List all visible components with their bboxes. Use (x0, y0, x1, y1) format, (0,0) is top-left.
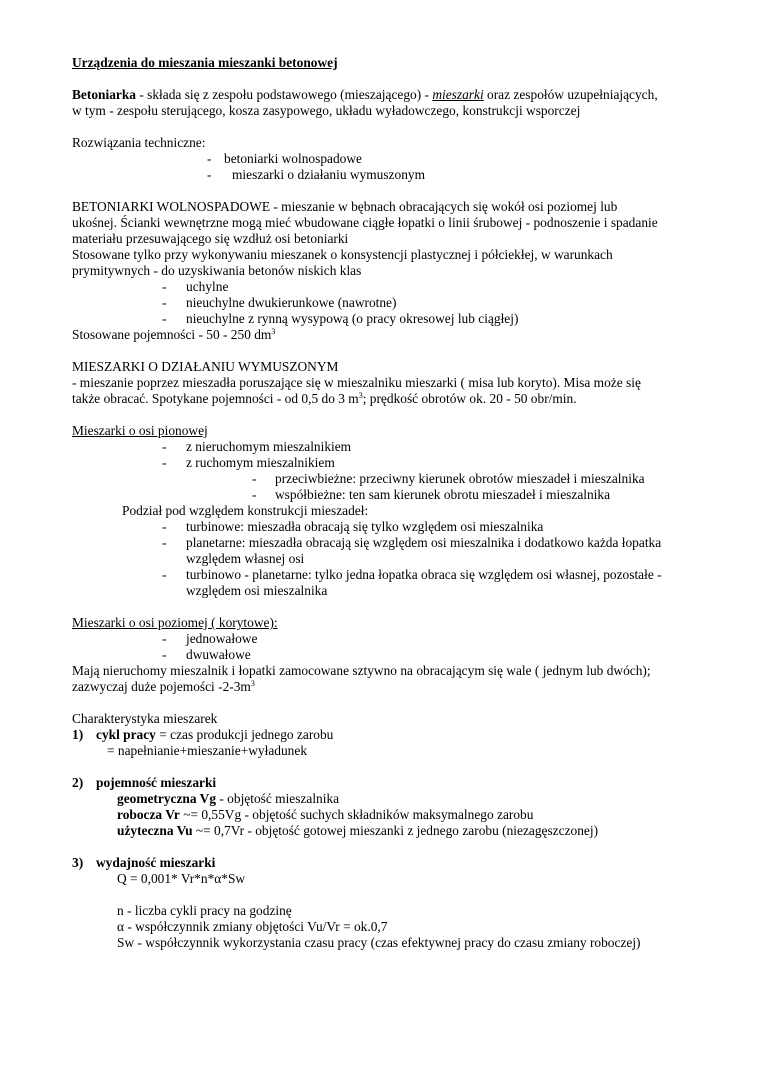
vertical-heading: Mieszarki o osi pionowej (72, 423, 208, 438)
working-text: ~= 0,55Vg - objętość suchych składników maksymalnego zarobu (179, 807, 534, 822)
vertical-dash-1: - (162, 439, 167, 454)
definition-sw: Sw - współczynnik wykorzystania czasu pracy (czas efektywnej pracy do czasu zmiany roboczej) (117, 935, 641, 950)
vertical-subdash-1: - (252, 471, 257, 486)
type-item-2: planetarne: mieszadła obracają się względem osi mieszalnika i dodatkowo każda łopatka (186, 535, 662, 550)
point-1-line-2: = napełnianie+mieszanie+wyładunek (107, 743, 308, 758)
geometric-line (117, 791, 339, 807)
point-2-number: 2) (72, 775, 84, 790)
horizontal-line-1: Mają nieruchomy mieszalnik i łopatki zamocowane sztywno na obracającym się wale ( jednym lub dwóch); (72, 663, 651, 678)
solutions-dash-1: - (207, 151, 212, 166)
betoniarka-term: Betoniarka (72, 87, 136, 102)
point-1-line (96, 727, 333, 743)
horizontal-heading: Mieszarki o osi poziomej ( korytowe): (72, 615, 278, 630)
working-line (117, 807, 533, 823)
efficiency-formula: Q = 0,001* Vr*n*α*Sw (117, 871, 246, 886)
solutions-item-1: betoniarki wolnospadowe (224, 151, 362, 166)
type-item-2-cont: względem własnej osi (186, 551, 305, 566)
useful-text: ~= 0,7Vr - objętość gotowej mieszanki z jednego zarobu (niezagęszczonej) (192, 823, 599, 838)
working-term: robocza Vr (117, 807, 180, 822)
geometric-text: - objętość mieszalnika (216, 791, 340, 806)
vertical-dash-2: - (162, 455, 167, 470)
free-fall-line-1: BETONIARKI WOLNOSPADOWE - mieszanie w bębnach obracających się wokół osi poziomej lub (72, 199, 618, 214)
solutions-dash-2: - (207, 167, 212, 182)
intro-text-a: - składa się z zespołu podstawowego (mieszającego) - (135, 87, 433, 102)
free-fall-dash-3: - (162, 311, 167, 326)
vertical-item-2: z ruchomym mieszalnikiem (186, 455, 335, 470)
cycle-term: cykl pracy (96, 727, 156, 742)
type-item-1: turbinowe: mieszadła obracają się tylko względem osi mieszalnika (186, 519, 544, 534)
forced-line-2a: także obracać. Spotykane pojemności - od 0,5 do 3 m (72, 391, 359, 406)
free-fall-line-4: Stosowane tylko przy wykonywaniu mieszanek o konsystencji plastycznej i półciekłej, w warunkach (72, 247, 613, 262)
cycle-text: = czas produkcji jednego zarobu (155, 727, 334, 742)
useful-term: użyteczna Vu (117, 823, 193, 838)
free-fall-item-2: nieuchylne dwukierunkowe (nawrotne) (186, 295, 397, 310)
free-fall-dash-2: - (162, 295, 167, 310)
forced-line-2b: ; prędkość obrotów ok. 20 - 50 obr/min. (362, 391, 577, 406)
vertical-subitem-1: przeciwbieżne: przeciwny kierunek obrotów mieszadeł i mieszalnika (275, 471, 645, 486)
horizontal-line-2-text: zazwyczaj duże pojemości -2-3m (72, 679, 251, 694)
capacity-text: Stosowane pojemności - 50 - 250 dm (72, 327, 272, 342)
solutions-item-2: mieszarki o działaniu wymuszonym (232, 167, 426, 182)
point-3-term: wydajność mieszarki (96, 855, 216, 870)
intro-line-2: w tym - zespołu sterującego, kosza zasypowego, układu wyładowczego, konstrukcji wsporczej (72, 103, 581, 118)
forced-heading: MIESZARKI O DZIAŁANIU WYMUSZONYM (72, 359, 339, 374)
point-2-term: pojemność mieszarki (96, 775, 217, 790)
point-1-number: 1) (72, 727, 84, 742)
intro-line-1 (72, 87, 658, 103)
horizontal-dash-1: - (162, 631, 167, 646)
vertical-subdash-2: - (252, 487, 257, 502)
forced-line-2 (72, 391, 577, 407)
vertical-item-1: z nieruchomym mieszalnikiem (186, 439, 352, 454)
characteristics-heading: Charakterystyka mieszarek (72, 711, 218, 726)
free-fall-item-1: uchylne (186, 279, 229, 294)
definition-n: n - liczba cykli pracy na godzinę (117, 903, 292, 918)
type-dash-3: - (162, 567, 167, 582)
mieszarki-link[interactable]: mieszarki (432, 87, 484, 102)
free-fall-dash-1: - (162, 279, 167, 294)
type-dash-1: - (162, 519, 167, 534)
horizontal-item-1: jednowałowe (186, 631, 258, 646)
geometric-term: geometryczna Vg (117, 791, 217, 806)
definition-alpha: α - współczynnik zmiany objętości Vu/Vr = ok.0,7 (117, 919, 388, 934)
free-fall-line-5: prymitywnych - do uzyskiwania betonów niskich klas (72, 263, 362, 278)
type-dash-2: - (162, 535, 167, 550)
free-fall-item-3: nieuchylne z rynną wysypową (o pracy okresowej lub ciągłej) (186, 311, 519, 326)
horizontal-item-2: dwuwałowe (186, 647, 251, 662)
point-3-number: 3) (72, 855, 84, 870)
horizontal-line-2 (72, 679, 255, 695)
forced-line-1: - mieszanie poprzez mieszadła poruszające się w mieszalniku mieszarki ( misa lub koryto). Misa może się (72, 375, 641, 390)
capacity-sup: 3 (271, 327, 276, 336)
useful-line (117, 823, 598, 839)
free-fall-line-2: ukośnej. Ścianki wewnętrzne mogą mieć wbudowane ciągłe łopatki o linii śrubowej - podnoszenie i spadanie (72, 215, 658, 230)
solutions-heading: Rozwiązania techniczne: (72, 135, 206, 150)
free-fall-line-3: materiału przesuwającego się wzdłuż osi betoniarki (72, 231, 349, 246)
horizontal-sup: 3 (250, 679, 255, 688)
free-fall-capacity (72, 327, 275, 343)
intro-text-b: oraz zespołów uzupełniających, (483, 87, 658, 102)
vertical-subitem-2: współbieżne: ten sam kierunek obrotu mieszadeł i mieszalnika (275, 487, 611, 502)
document-title: Urządzenia do mieszania mieszanki betonowej (72, 55, 338, 70)
horizontal-dash-2: - (162, 647, 167, 662)
vertical-division: Podział pod względem konstrukcji mieszadeł: (122, 503, 369, 518)
type-item-3: turbinowo - planetarne: tylko jedna łopatka obraca się względem osi własnej, pozostałe - (186, 567, 662, 582)
forced-sup: 3 (358, 391, 363, 400)
type-item-3-cont: względem osi mieszalnika (186, 583, 328, 598)
